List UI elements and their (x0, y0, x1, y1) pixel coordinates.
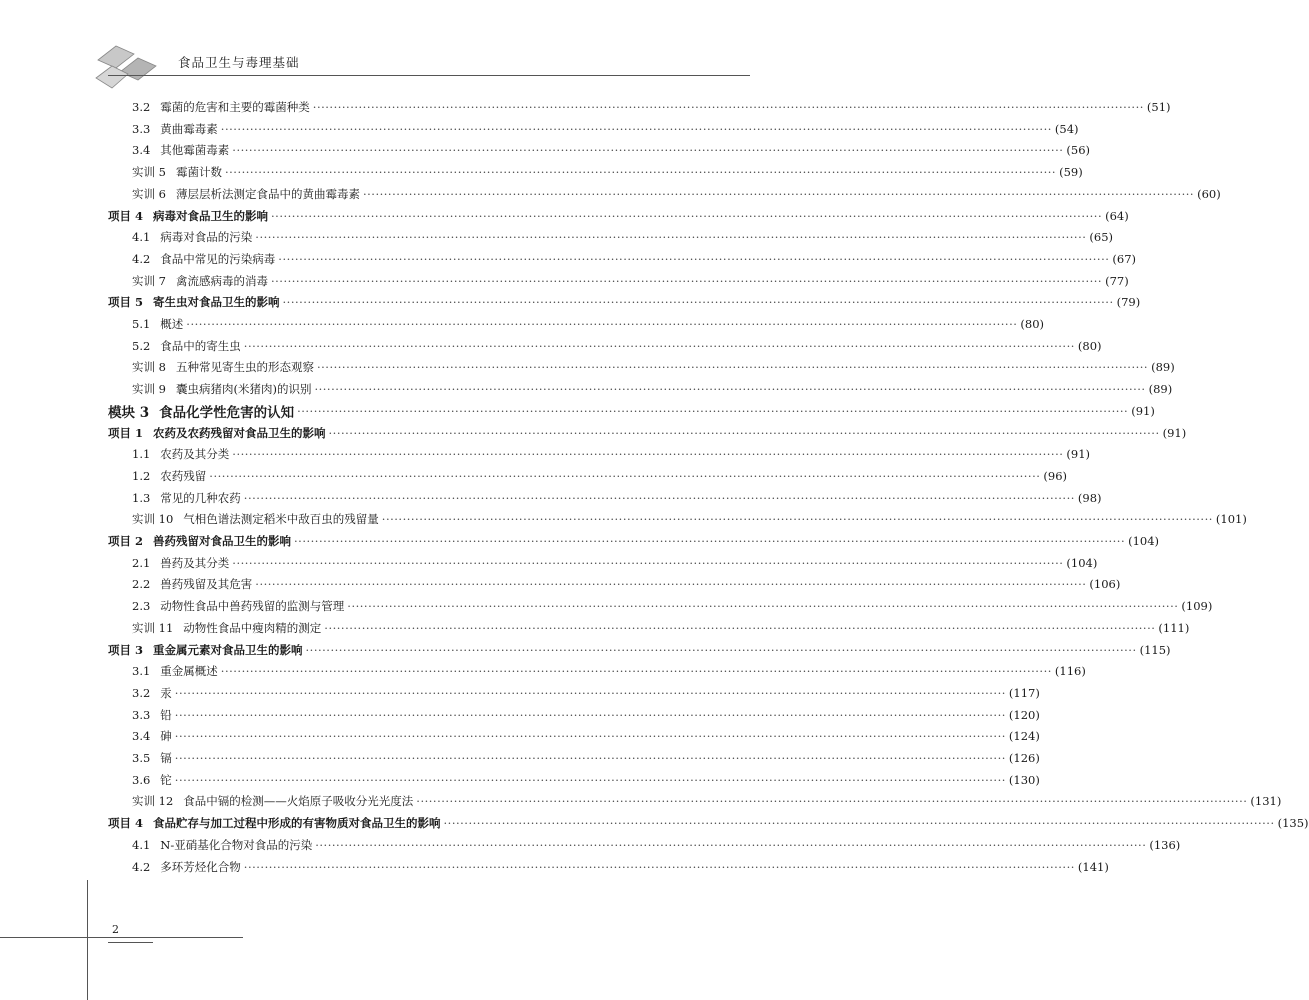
toc-entry-number: 项目 4 (108, 816, 144, 831)
toc-entry-title: 霉菌计数 (175, 165, 222, 180)
toc-leader-dots: ········································································································································································································ (243, 490, 1075, 505)
toc-entry-title: 多环芳烃化合物 (160, 859, 241, 874)
toc-entry-page: (115) (1139, 642, 1171, 657)
toc-entry-number: 2.2 (132, 577, 151, 592)
toc-entry[interactable] (132, 229, 1114, 245)
toc-entry[interactable] (132, 728, 1040, 744)
toc-entry[interactable] (132, 446, 1091, 462)
toc-leader-dots: ········································································································································································································ (174, 707, 1006, 722)
toc-entry-page: (135) (1277, 816, 1309, 831)
toc-leader-dots: ········································································································································································································ (174, 772, 1006, 787)
toc-entry[interactable] (132, 490, 1102, 506)
toc-entry-number: 2.1 (132, 555, 151, 570)
toc-entry-number: 3.1 (132, 664, 151, 679)
toc-entry-title: 农药及农药残留对食品卫生的影响 (153, 425, 326, 440)
toc-entry-page: (59) (1059, 165, 1083, 180)
toc-entry-page: (104) (1128, 534, 1160, 548)
toc-entry-page: (91) (1162, 425, 1187, 440)
toc-entry-number: 3.6 (132, 772, 151, 787)
toc-entry-number: 项目 2 (108, 534, 144, 548)
toc-entry[interactable] (132, 620, 1190, 636)
toc-entry-title: 农药残留 (160, 468, 207, 483)
toc-entry-page: (101) (1215, 512, 1247, 527)
toc-entry-number: 1.1 (132, 447, 151, 462)
toc-leader-dots: ········································································································································································································ (224, 165, 1057, 180)
toc-entry-page: (116) (1054, 664, 1086, 679)
toc-entry[interactable] (132, 772, 1040, 788)
toc-entry-number: 实训 7 (132, 273, 166, 288)
toc-entry-page: (91) (1131, 403, 1155, 418)
toc-entry-page: (124) (1008, 729, 1040, 744)
toc-entry[interactable] (132, 555, 1098, 571)
toc-entry-number: 4.1 (132, 230, 151, 245)
toc-entry[interactable] (132, 750, 1040, 766)
toc-entry[interactable] (132, 837, 1181, 853)
toc-leader-dots: ········································································································································································································ (278, 251, 1110, 266)
toc-entry-title: 常见的几种农药 (160, 490, 241, 505)
toc-entry-title: 镉 (160, 751, 172, 765)
toc-entry-number: 3.5 (132, 751, 151, 765)
toc-entry-title: 食品中常见的污染病毒 (160, 251, 276, 266)
toc-entry-title: 铅 (160, 707, 172, 722)
toc-leader-dots: ········································································································································································································ (324, 620, 1156, 635)
toc-entry-number: 模块 3 (108, 404, 150, 421)
toc-leader-dots: ········································································································································································································ (243, 338, 1075, 353)
toc-entry-page: (51) (1146, 100, 1171, 114)
toc-entry-page: (109) (1181, 599, 1213, 614)
toc-entry[interactable] (132, 164, 1083, 180)
toc-entry-title: 五种常见寄生虫的形态观察 (175, 360, 314, 375)
toc-leader-dots: ········································································································································································································ (294, 534, 1126, 548)
toc-leader-dots: ········································································································································································································ (174, 729, 1006, 744)
toc-entry-number: 实训 5 (132, 165, 166, 180)
toc-entry[interactable] (108, 642, 1171, 658)
toc-entry-title: 动物性食品中兽药残留的监测与管理 (160, 599, 345, 614)
toc-leader-dots: ········································································································································································································ (271, 208, 1103, 223)
toc-entry[interactable] (132, 511, 1247, 527)
toc-entry[interactable] (132, 338, 1102, 354)
toc-entry-number: 4.1 (132, 837, 151, 852)
toc-leader-dots: ········································································································································································································ (186, 317, 1018, 331)
toc-entry[interactable] (132, 251, 1137, 267)
toc-entry-number: 4.2 (132, 251, 151, 266)
toc-entry-title: 兽药残留对食品卫生的影响 (153, 534, 292, 548)
toc-entry-number: 项目 4 (108, 208, 144, 223)
toc-leader-dots: ········································································································································································································ (297, 403, 1129, 418)
toc-leader-dots: ········································································································································································································ (220, 664, 1052, 679)
toc-entry-title: 病毒对食品的污染 (160, 230, 253, 245)
toc-entry-number: 实训 11 (132, 620, 174, 635)
toc-entry-number: 4.2 (132, 859, 151, 874)
toc-leader-dots: ········································································································································································································ (416, 794, 1248, 809)
toc-entry[interactable] (132, 468, 1068, 484)
toc-entry-number: 项目 3 (108, 642, 144, 657)
toc-leader-dots: ········································································································································································································ (315, 837, 1147, 852)
toc-leader-dots: ········································································································································································································ (314, 382, 1146, 397)
toc-entry[interactable] (108, 425, 1187, 441)
toc-entry-title: 食品中的寄生虫 (160, 338, 241, 353)
book-logo-icon (90, 42, 170, 92)
toc-entry-title: 砷 (160, 729, 172, 744)
toc-entry-page: (89) (1151, 360, 1175, 375)
toc-leader-dots: ········································································································································································································ (232, 143, 1064, 158)
toc-entry[interactable] (108, 533, 1160, 549)
toc-entry-page: (126) (1008, 751, 1040, 765)
toc-entry-title: 动物性食品中瘦肉精的测定 (183, 620, 322, 635)
toc-entry-title: 概述 (160, 317, 184, 331)
toc-entry-title: 食品贮存与加工过程中形成的有害物质对食品卫生的影响 (153, 816, 441, 831)
toc-entry[interactable] (132, 663, 1086, 679)
toc-entry-number: 1.2 (132, 468, 151, 483)
toc-entry[interactable] (132, 186, 1221, 202)
toc-leader-dots: ········································································································································································································ (270, 273, 1103, 288)
toc-entry[interactable] (132, 598, 1213, 614)
toc-entry[interactable] (132, 576, 1121, 592)
toc-entry[interactable] (132, 273, 1129, 289)
toc-entry[interactable] (132, 99, 1171, 115)
toc-entry[interactable] (108, 294, 1141, 310)
toc-entry[interactable] (132, 685, 1040, 701)
toc-entry-title: 黄曲霉毒素 (160, 121, 218, 136)
page-number: 2 (112, 923, 119, 936)
toc-entry-page: (67) (1112, 251, 1137, 266)
toc-leader-dots: ········································································································································································································ (443, 816, 1275, 831)
header-rule (108, 75, 750, 76)
toc-entry-page: (89) (1148, 382, 1173, 397)
toc-entry-number: 项目 5 (108, 295, 144, 310)
toc-entry-page: (65) (1089, 230, 1114, 245)
toc-entry-title: 病毒对食品卫生的影响 (153, 208, 269, 223)
toc-entry-title: 汞 (160, 685, 172, 700)
toc-entry-number: 5.1 (132, 317, 151, 331)
toc-entry-page: (64) (1105, 208, 1129, 223)
toc-entry-title: 食品中镉的检测——火焰原子吸收分光光度法 (183, 794, 414, 809)
toc-leader-dots: ········································································································································································································ (347, 599, 1179, 614)
toc-entry-number: 3.2 (132, 100, 151, 114)
toc-entry-page: (130) (1008, 772, 1040, 787)
toc-entry-title: 其他霉菌毒素 (160, 143, 230, 158)
toc-entry-title: 霉菌的危害和主要的霉菌种类 (160, 100, 310, 114)
toc-leader-dots: ········································································································································································································ (243, 859, 1075, 874)
toc-entry[interactable] (132, 121, 1079, 137)
toc-entry-page: (91) (1066, 447, 1091, 462)
toc-leader-dots: ········································································································································································································ (220, 121, 1052, 136)
toc-entry-page: (141) (1077, 859, 1109, 874)
toc-entry[interactable] (132, 316, 1045, 332)
toc-entry-page: (80) (1020, 317, 1045, 331)
toc-entry[interactable] (108, 403, 1155, 421)
toc-entry-page: (96) (1043, 468, 1068, 483)
toc-entry-title: 兽药残留及其危害 (160, 577, 253, 592)
toc-entry-number: 1.3 (132, 490, 151, 505)
toc-leader-dots: ········································································································································································································ (362, 186, 1195, 201)
toc-entry-title: 囊虫病猪肉(米猪肉)的识别 (175, 382, 312, 397)
toc-entry-page: (79) (1116, 295, 1141, 310)
toc-entry-number: 实训 10 (132, 512, 174, 527)
toc-entry-number: 实训 12 (132, 794, 174, 809)
toc-entry-number: 3.2 (132, 685, 151, 700)
toc-entry-page: (60) (1197, 186, 1221, 201)
toc-entry[interactable] (132, 381, 1173, 397)
toc-leader-dots: ········································································································································································································ (232, 555, 1064, 570)
running-header-title: 食品卫生与毒理基础 (178, 55, 300, 70)
toc-entry[interactable] (132, 142, 1091, 158)
toc-entry-number: 2.3 (132, 599, 151, 614)
footer-short-rule (108, 942, 153, 943)
toc-entry-title: 寄生虫对食品卫生的影响 (153, 295, 280, 310)
toc-entry-title: 薄层层析法测定食品中的黄曲霉毒素 (175, 186, 360, 201)
toc-leader-dots: ········································································································································································································ (316, 360, 1149, 375)
toc-entry-number: 项目 1 (108, 425, 144, 440)
toc-leader-dots: ········································································································································································································ (209, 468, 1041, 483)
toc-entry-title: 重金属概述 (160, 664, 218, 679)
toc-entry-number: 3.3 (132, 707, 151, 722)
toc-leader-dots: ········································································································································································································ (174, 685, 1006, 700)
toc-entry-page: (131) (1250, 794, 1282, 809)
toc-entry-page: (54) (1054, 121, 1079, 136)
toc-entry-number: 实训 8 (132, 360, 166, 375)
toc-entry-page: (80) (1077, 338, 1102, 353)
toc-entry-title: N-亚硝基化合物对食品的污染 (160, 837, 313, 852)
toc-entry-page: (56) (1066, 143, 1091, 158)
toc-leader-dots: ········································································································································································································ (255, 230, 1087, 245)
toc-entry-page: (136) (1149, 837, 1181, 852)
toc-leader-dots: ········································································································································································································ (305, 642, 1137, 657)
toc-entry-title: 农药及其分类 (160, 447, 230, 462)
toc-entry-number: 3.4 (132, 143, 151, 158)
toc-entry[interactable] (132, 707, 1040, 723)
toc-entry-page: (111) (1158, 620, 1190, 635)
footer-vertical-rule (87, 880, 88, 1000)
toc-entry-number: 5.2 (132, 338, 151, 353)
toc-entry[interactable] (108, 208, 1129, 224)
toc-entry-title: 兽药及其分类 (160, 555, 230, 570)
toc-leader-dots: ········································································································································································································ (232, 447, 1064, 462)
toc-entry-title: 气相色谱法测定稻米中敌百虫的残留量 (183, 512, 379, 527)
toc-entry-number: 3.4 (132, 729, 151, 744)
toc-leader-dots: ········································································································································································································ (255, 577, 1087, 592)
toc-entry-title: 食品化学性危害的认知 (159, 404, 295, 421)
toc-entry-page: (98) (1077, 490, 1102, 505)
toc-entry-page: (117) (1008, 685, 1040, 700)
toc-leader-dots: ········································································································································································································ (381, 512, 1213, 527)
toc-leader-dots: ········································································································································································································ (282, 295, 1114, 310)
toc-entry-title: 重金属元素对食品卫生的影响 (153, 642, 303, 657)
toc-entry-page: (106) (1089, 577, 1121, 592)
toc-leader-dots: ········································································································································································································ (328, 425, 1160, 440)
toc-entry-number: 实训 9 (132, 382, 166, 397)
toc-entry[interactable] (132, 359, 1175, 375)
toc-entry-title: 铊 (160, 772, 172, 787)
toc-entry-page: (120) (1008, 707, 1040, 722)
toc-entry-page: (77) (1105, 273, 1129, 288)
toc-entry[interactable] (132, 793, 1282, 809)
toc-entry-title: 禽流感病毒的消毒 (175, 273, 268, 288)
toc-entry[interactable] (108, 815, 1309, 831)
footer-rule (0, 937, 243, 938)
toc-entry-number: 实训 6 (132, 186, 166, 201)
toc-entry-page: (104) (1066, 555, 1098, 570)
toc-entry[interactable] (132, 859, 1109, 875)
toc-leader-dots: ········································································································································································································ (174, 751, 1006, 765)
toc-entry-number: 3.3 (132, 121, 151, 136)
toc-leader-dots: ········································································································································································································ (312, 100, 1144, 114)
